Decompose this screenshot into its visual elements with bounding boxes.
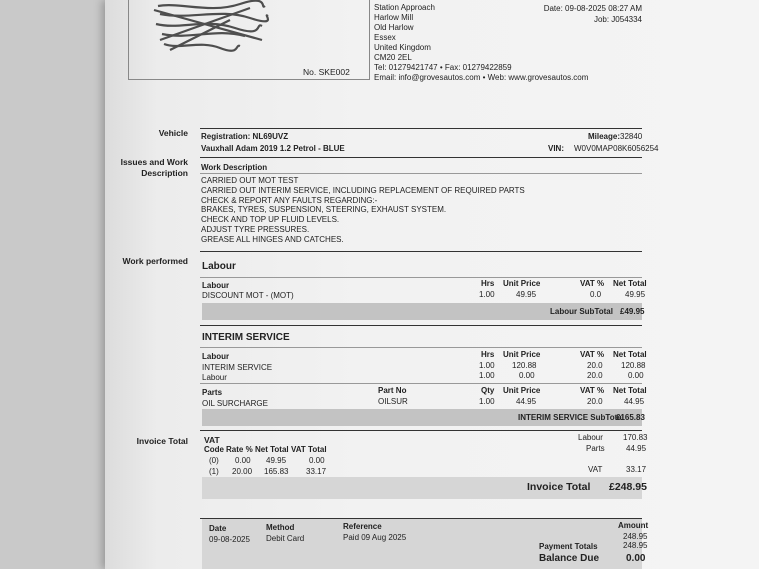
company-line: Tel: 01279421747 • Fax: 01279422859	[374, 63, 512, 72]
payment-totals: 248.95	[623, 541, 648, 550]
work-line: CARRIED OUT INTERIM SERVICE, INCLUDING REPLACEMENT OF REQUIRED PARTS	[201, 185, 525, 195]
vat-cell: 49.95	[266, 456, 287, 465]
labour-subtotal-label: Labour SubTotal	[550, 307, 613, 316]
vat-cell: 0.00	[309, 456, 325, 465]
interim-item-net: 120.88	[621, 361, 646, 370]
part-net: 44.95	[624, 397, 645, 406]
divider	[200, 325, 642, 326]
vat-table-title: VAT	[204, 435, 220, 445]
mileage-label: Mileage:	[588, 132, 621, 141]
vehicle-description: Vauxhall Adam 2019 1.2 Petrol - BLUE	[201, 144, 345, 153]
part-price: 44.95	[516, 397, 537, 406]
pay-col-date: Date	[209, 524, 227, 533]
col-hrs: Hrs	[481, 279, 495, 288]
divider	[200, 173, 642, 174]
parts-label: Parts	[202, 388, 223, 397]
document-number: No. SKE002	[303, 67, 350, 77]
col-hrs: Hrs	[481, 350, 495, 359]
vat-cell: (1)	[209, 467, 219, 476]
interim-item-vat: 20.0	[587, 371, 603, 380]
balance-due-value: 0.00	[626, 553, 646, 564]
interim-item-hrs: 1.00	[479, 361, 495, 370]
balance-due-label: Balance Due	[539, 553, 600, 564]
work-line: CHECK & REPORT ANY FAULTS REGARDING:-	[201, 195, 378, 205]
col-unit-price: Unit Price	[503, 279, 541, 288]
divider	[200, 383, 642, 384]
interim-section-title: INTERIM SERVICE	[202, 332, 290, 343]
labour-section-title: Labour	[202, 261, 236, 272]
date-job-block	[544, 3, 642, 25]
company-line: Harlow Mill	[374, 13, 414, 22]
interim-item: Labour	[202, 373, 227, 382]
vat-cell: (0)	[209, 456, 219, 465]
company-line: Station Approach	[374, 3, 435, 12]
totals-vat-label: VAT	[588, 465, 603, 474]
work-line: GREASE ALL HINGES AND CATCHES.	[201, 234, 344, 244]
vat-col-rate: Rate %	[226, 445, 253, 454]
registration: Registration: NL69UVZ	[201, 132, 289, 141]
part-qty: 1.00	[479, 397, 495, 406]
pay-col-amount: Amount	[618, 521, 649, 530]
vat-cell: 0.00	[235, 456, 251, 465]
col-qty: Qty	[481, 386, 495, 395]
labour-vat: 0.0	[590, 290, 602, 299]
divider	[200, 128, 642, 129]
vat-cell: 165.83	[264, 467, 289, 476]
col-vat: VAT %	[580, 350, 605, 359]
part-number: OILSUR	[378, 397, 408, 406]
interim-item-price: 0.00	[519, 371, 535, 380]
pay-col-reference: Reference	[343, 522, 382, 531]
interim-subtotal-label: INTERIM SERVICE SubTotal	[518, 413, 624, 422]
company-line: CM20 2EL	[374, 53, 412, 62]
interim-item-net: 0.00	[628, 371, 644, 380]
interim-subtotal: £165.83	[616, 413, 645, 422]
payment-date: 09-08-2025	[209, 535, 250, 544]
interim-item-price: 120.88	[512, 361, 537, 370]
vat-cell: 33.17	[306, 467, 327, 476]
issues-label: Issues and Work Description	[120, 157, 188, 178]
divider	[200, 430, 642, 431]
labour-net: 49.95	[625, 290, 646, 299]
invoice-total-label: Invoice Total	[136, 436, 188, 446]
redacted-address-scribble	[150, 0, 270, 60]
mileage-value: 32840	[620, 132, 643, 141]
divider	[200, 251, 642, 252]
company-line: Old Harlow	[374, 23, 414, 32]
col-part-no: Part No	[378, 386, 407, 395]
totals-labour: 170.83	[623, 433, 648, 442]
payment-reference: Paid 09 Aug 2025	[343, 533, 407, 542]
invoice-total-text: Invoice Total	[527, 481, 591, 493]
vin-value: W0V0MAP08K6056254	[574, 144, 659, 153]
company-line: United Kingdom	[374, 43, 431, 52]
payment-amount: 248.95	[623, 532, 648, 541]
part-description: OIL SURCHARGE	[202, 399, 268, 408]
part-vat: 20.0	[587, 397, 603, 406]
col-unit-price: Unit Price	[503, 350, 541, 359]
totals-parts: 44.95	[626, 444, 647, 453]
work-performed-label: Work performed	[122, 256, 188, 266]
pay-col-method: Method	[266, 523, 295, 532]
company-line: Essex	[374, 33, 396, 42]
totals-parts-label: Parts	[586, 444, 605, 453]
work-line: CHECK AND TOP UP FLUID LEVELS.	[201, 215, 340, 225]
divider	[200, 347, 642, 348]
interim-item-hrs: 1.00	[479, 371, 495, 380]
payment-totals-label: Payment Totals	[539, 542, 598, 551]
interim-labour-label: Labour	[202, 352, 230, 361]
labour-sub-label: Labour	[202, 281, 230, 290]
divider	[200, 277, 642, 278]
labour-subtotal: £49.95	[620, 307, 645, 316]
labour-item: DISCOUNT MOT - (MOT)	[202, 291, 294, 300]
col-vat: VAT %	[580, 386, 605, 395]
totals-labour-label: Labour	[578, 433, 603, 442]
totals-vat: 33.17	[626, 465, 647, 474]
vat-col-code: Code	[204, 445, 224, 454]
labour-hrs: 1.00	[479, 290, 495, 299]
vat-col-vat: VAT Total	[291, 445, 327, 454]
vat-cell: 20.00	[232, 467, 253, 476]
vin-label: VIN:	[548, 144, 564, 153]
invoice-total-value: £248.95	[609, 481, 647, 493]
col-net: Net Total	[613, 386, 647, 395]
interim-item: INTERIM SERVICE	[202, 363, 273, 372]
work-line: BRAKES, TYRES, SUSPENSION, STEERING, EXHAUST SYSTEM.	[201, 205, 447, 215]
work-description-text	[201, 176, 525, 245]
divider	[200, 157, 642, 158]
company-line: Email: info@grovesautos.com • Web: www.grovesautos.com	[374, 73, 589, 82]
labour-price: 49.95	[516, 290, 537, 299]
payment-method: Debit Card	[266, 534, 305, 543]
work-line: CARRIED OUT MOT TEST	[201, 176, 299, 185]
job-number: Job: J054334	[593, 15, 642, 24]
col-net: Net Total	[613, 279, 647, 288]
work-line: ADJUST TYRE PRESSURES.	[201, 224, 310, 234]
interim-item-vat: 20.0	[587, 361, 603, 370]
col-net: Net Total	[613, 350, 647, 359]
work-description-heading: Work Description	[201, 163, 268, 172]
col-unit-price: Unit Price	[503, 386, 541, 395]
invoice-date: Date: 09-08-2025 08:27 AM	[543, 4, 642, 13]
col-vat: VAT %	[580, 279, 605, 288]
vat-col-net: Net Total	[255, 445, 289, 454]
vehicle-label: Vehicle	[158, 128, 188, 138]
